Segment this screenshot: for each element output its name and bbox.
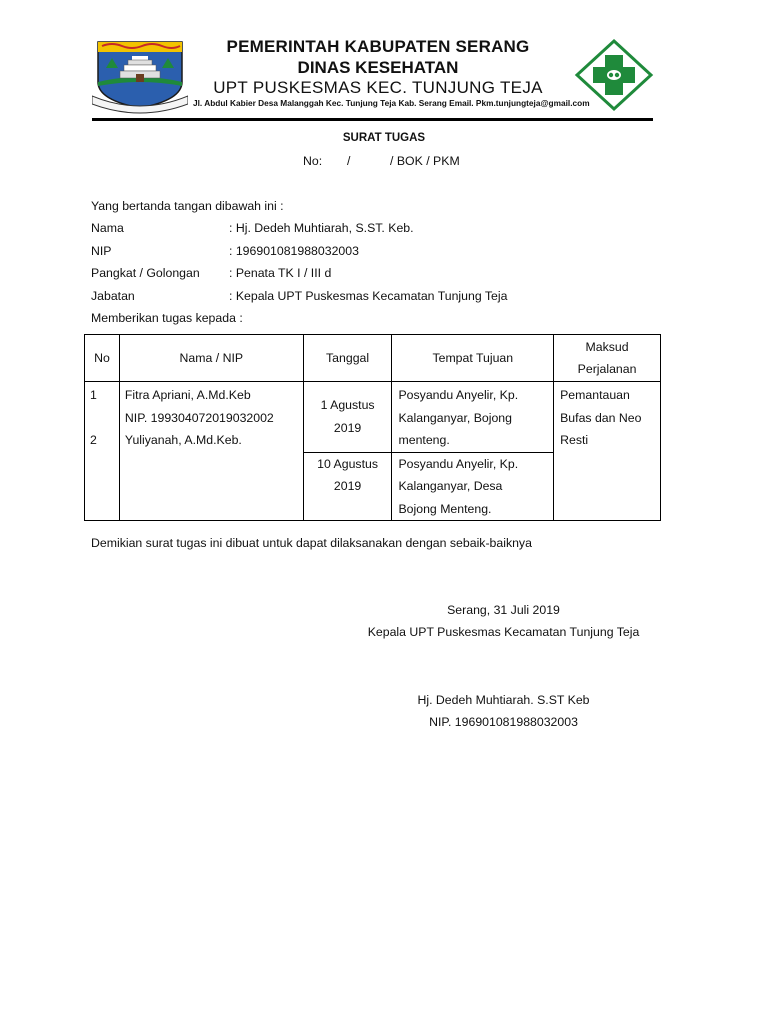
signature-name: Hj. Dedeh Muhtiarah. S.ST Keb: [417, 693, 590, 707]
number-separator: /: [347, 154, 351, 168]
field-value-pangkat: : Penata TK I / III d: [229, 266, 332, 280]
signature-nip: NIP. 196901081988032003: [429, 715, 578, 729]
cell-no: 1 2: [85, 382, 120, 521]
letterhead-line-3: UPT PUSKESMAS KEC. TUNJUNG TEJA: [213, 78, 543, 97]
number-label: No:: [303, 154, 323, 168]
field-value-nip: : 196901081988032003: [229, 244, 359, 258]
signature-position: Kepala UPT Puskesmas Kecamatan Tunjung Teja: [367, 625, 640, 639]
intro-text: Yang bertanda tangan dibawah ini :: [91, 199, 284, 213]
cell-tempat-2: Posyandu Anyelir, Kp. Kalanganyar, Desa Bojong Menteng.: [392, 452, 554, 521]
letterhead-address: Jl. Abdul Kabier Desa Malanggah Kec. Tunjung Teja Kab. Serang Email. Pkm.tunjungteja@gmail.com: [193, 98, 590, 108]
header-maksud: Maksud Perjalanan: [554, 335, 661, 382]
kabupaten-serang-emblem: [92, 38, 188, 116]
number-suffix: / BOK / PKM: [390, 154, 460, 168]
field-label-nama: Nama: [91, 221, 124, 235]
header-tempat: Tempat Tujuan: [392, 335, 554, 382]
cell-maksud: Pemantauan Bufas dan Neo Resti: [554, 382, 661, 521]
field-label-jabatan: Jabatan: [91, 289, 135, 303]
header-tanggal: Tanggal: [303, 335, 392, 382]
header-nama: Nama / NIP: [119, 335, 303, 382]
field-label-pangkat: Pangkat / Golongan: [91, 266, 200, 280]
letterhead-divider: [92, 118, 653, 121]
puskesmas-cross-logo: [571, 37, 657, 113]
cell-tanggal-1: 1 Agustus 2019: [303, 382, 392, 453]
field-value-nama: : Hj. Dedeh Muhtiarah, S.ST. Keb.: [229, 221, 414, 235]
document-title: SURAT TUGAS: [342, 132, 426, 144]
assignment-table: [84, 334, 661, 521]
field-label-nip: NIP: [91, 244, 112, 258]
closing-text: Demikian surat tugas ini dibuat untuk dapat dilaksanakan dengan sebaik-baiknya: [91, 536, 532, 550]
letterhead-line-2: DINAS KESEHATAN: [297, 58, 459, 77]
cell-tanggal-2: 10 Agustus 2019: [303, 452, 392, 521]
assignment-intro: Memberikan tugas kepada :: [91, 311, 243, 325]
letterhead-line-1: PEMERINTAH KABUPATEN SERANG: [226, 37, 530, 56]
field-value-jabatan: : Kepala UPT Puskesmas Kecamatan Tunjung Teja: [229, 289, 508, 303]
table-row: [85, 382, 661, 453]
cell-tempat-1: Posyandu Anyelir, Kp. Kalanganyar, Bojong menteng.: [392, 382, 554, 453]
table-header-row: [85, 335, 661, 382]
header-no: No: [85, 335, 120, 382]
signature-place-date: Serang, 31 Juli 2019: [447, 603, 560, 617]
cell-names: Fitra Apriani, A.Md.Keb NIP. 199304072019032002 Yuliyanah, A.Md.Keb.: [119, 382, 303, 521]
